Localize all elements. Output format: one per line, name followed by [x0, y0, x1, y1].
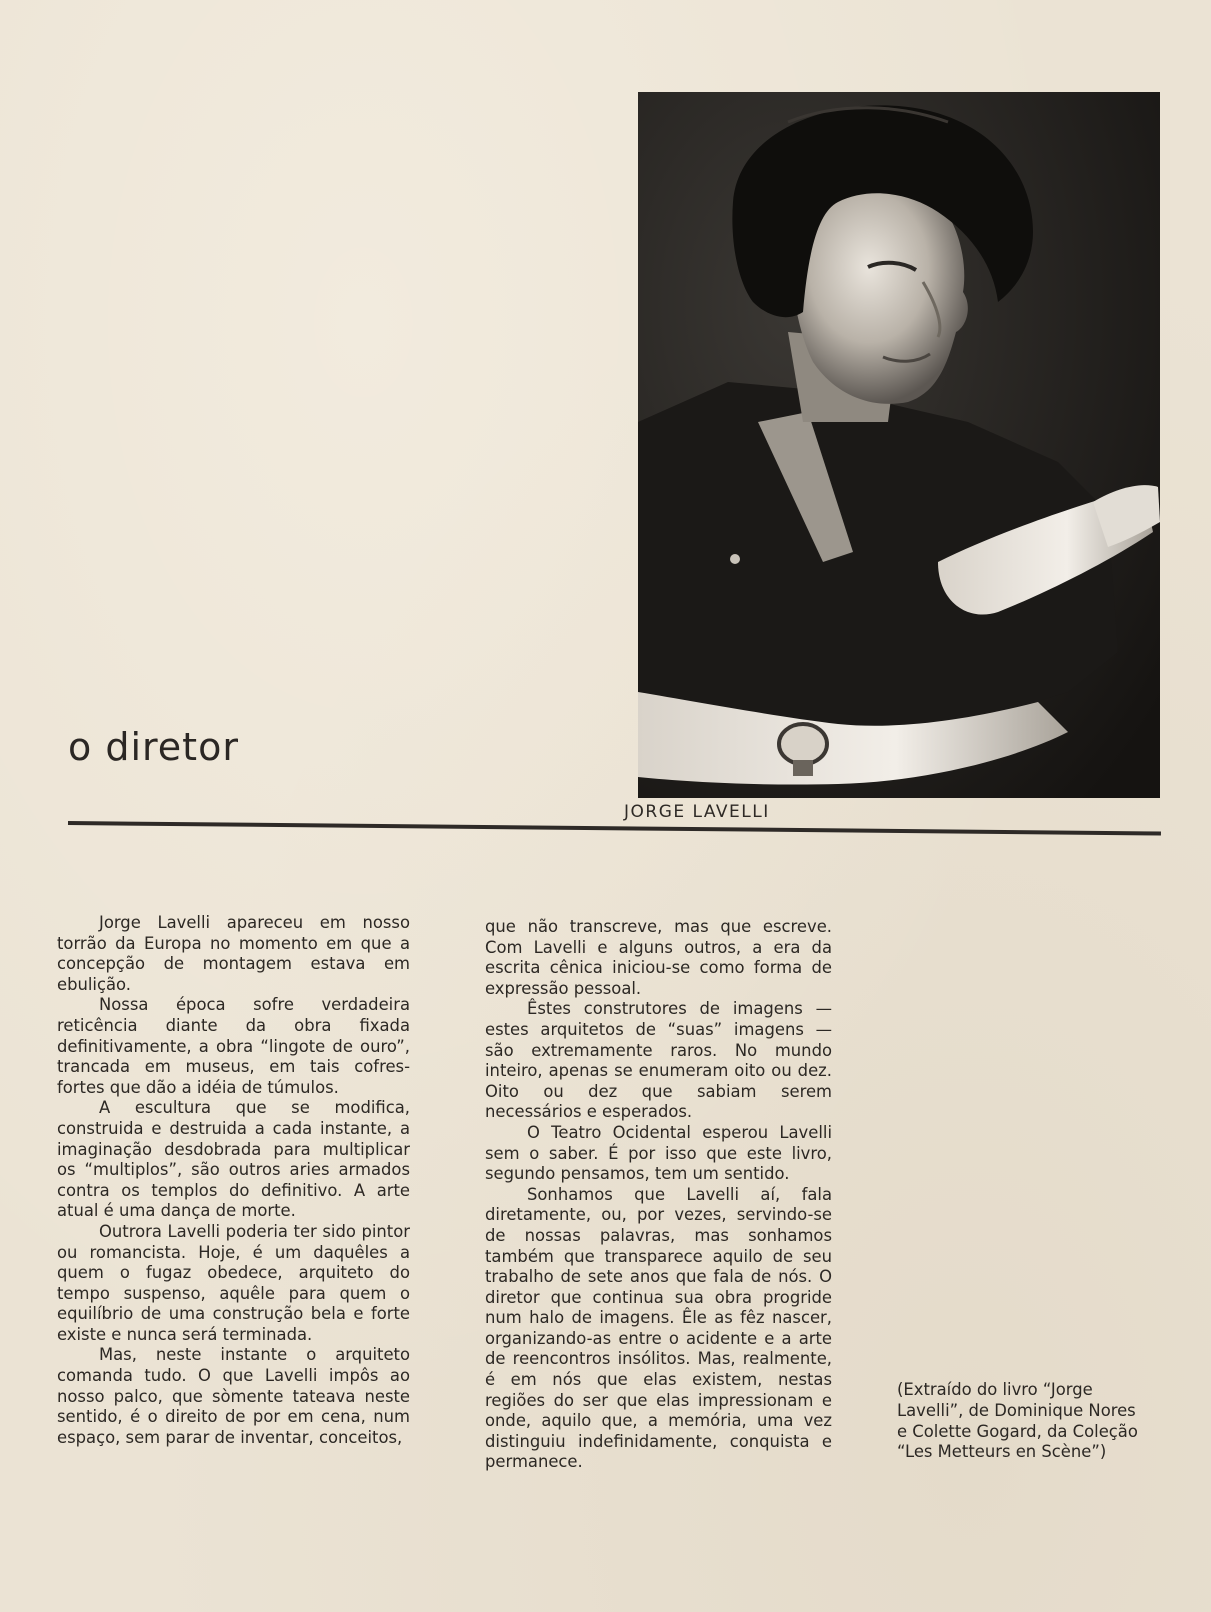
portrait-illustration	[638, 92, 1160, 798]
divider-rule	[68, 821, 1161, 835]
paragraph: Mas, neste instante o arquiteto comanda tudo. O que Lavelli impôs ao nosso palco, que sòmente tateava neste sentido, é o direito de por em cena, num espaço, sem parar de inventar, conceitos,	[57, 1345, 410, 1447]
paragraph: Êstes construtores de imagens — estes arquitetos de “suas” imagens — são extremamente raros. No mundo inteiro, apenas se enumeram oito ou dez. Oito ou dez que sabiam serem necessários e esperados.	[485, 999, 832, 1122]
portrait-photo	[638, 92, 1160, 798]
article-column-1	[57, 913, 410, 1448]
paragraph: Sonhamos que Lavelli aí, fala diretamente, ou, por vezes, servindo-se de nossas palavras, mas sonhamos também que transparece aquilo de seu trabalho de sete anos que fala de nós. O diretor que continua sua obra progride num halo de imagens. Êle as fêz nascer, organizando-as entre o acidente e a arte de reencontros insólitos. Mas, realmente, é em nós que elas existem, nestas regiões do ser que elas impressionam e onde, aquilo que, a memória, uma vez distinguiu indefinidamente, conquista e permanece.	[485, 1184, 832, 1472]
photo-caption: JORGE LAVELLI	[624, 802, 770, 822]
source-note-column	[897, 1380, 1147, 1463]
paragraph: Outrora Lavelli poderia ter sido pintor ou romancista. Hoje, é um daquêles a quem o fugaz obedece, arquiteto do tempo suspenso, aquêle para quem o equilíbrio de uma construção bela e forte existe e nunca será terminada.	[57, 1221, 410, 1344]
paragraph: Nossa época sofre verdadeira reticência diante da obra fixada definitivamente, a obra “lingote de ouro”, trancada em museus, em tais cofres-fortes que dão a idéia de túmulos.	[57, 995, 410, 1097]
section-title: o diretor	[68, 725, 239, 769]
source-note: (Extraído do livro “Jorge Lavelli”, de Dominique Nores e Colette Gogard, da Coleção “Les Metteurs en Scène”)	[897, 1380, 1138, 1462]
paragraph: Jorge Lavelli apareceu em nosso torrão da Europa no momento em que a concepção de montagem estava em ebulição.	[57, 913, 410, 994]
paragraph: A escultura que se modifica, construida e destruida a cada instante, a imaginação desdobrada para multiplicar os “multiplos”, são outros aries armados contra os templos do definitivo. A arte atual é uma dança de morte.	[57, 1098, 410, 1221]
paragraph: O Teatro Ocidental esperou Lavelli sem o saber. É por isso que este livro, segundo pensamos, tem um sentido.	[485, 1122, 832, 1184]
article-column-2	[485, 917, 832, 1473]
paragraph-continuation: que não transcreve, mas que escreve. Com Lavelli e alguns outros, a era da escrita cênica iniciou-se como forma de expressão pessoal.	[485, 917, 832, 998]
